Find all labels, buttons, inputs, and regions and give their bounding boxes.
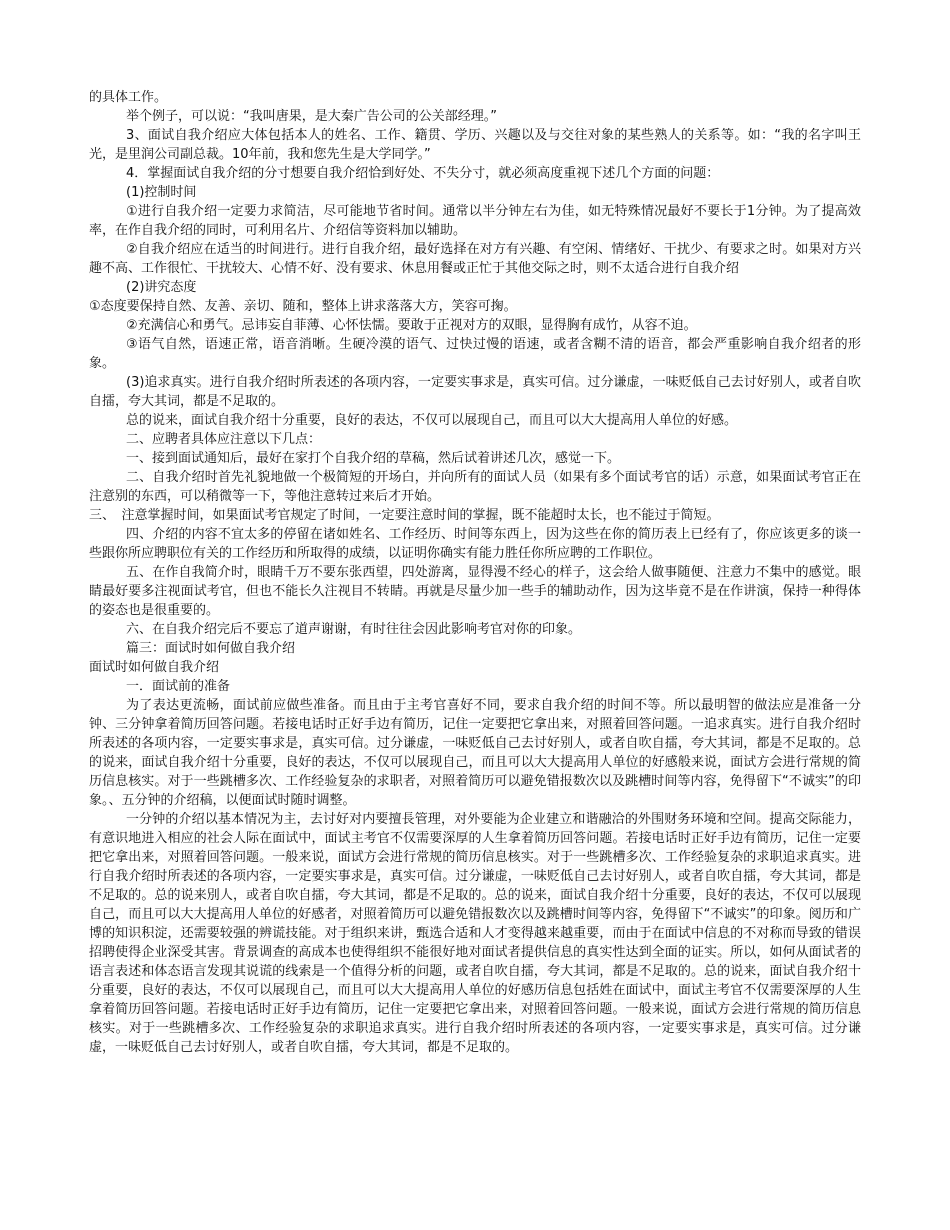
paragraph: (1)控制时间 [126, 185, 197, 200]
paragraph: ③语气自然，语速正常，语音消晰。生硬冷漠的语气、过快过慢的语速，或者含糊不清的语音，都会严重影响自我介绍者的形象。 [89, 337, 861, 371]
document-body [89, 88, 861, 1057]
paragraph: 举个例子，可以说：“我叫唐果，是大秦广告公司的公关部经理。” [126, 109, 497, 124]
paragraph: 3、面试自我介绍应大体包括本人的姓名、工作、籍贯、学历、兴趣以及与交往对象的某些熟人的关系等。如：“我的名字叫王光，是里润公司副总裁。10年前，我和您先生是大学同学。” [89, 128, 861, 162]
paragraph: ①态度要保持自然、友善、亲切、随和，整体上讲求落落大方，笑容可掬。 [89, 299, 517, 314]
paragraph: 二、应聘者具体应注意以下几点： [126, 432, 322, 447]
paragraph: 五、在作自我简介时，眼睛千万不要东张西望，四处游离，显得漫不经心的样子，这会给人做事随便、注意力不集中的感觉。眼睛最好要多注视面试考官，但也不能长久注视目不转睛。再就是尽量少加一些手的辅助动作，因为这毕竟不是在作讲演，保持一种得体的姿态也是很重要的。 [89, 565, 861, 618]
paragraph: 面试时如何做自我介绍 [89, 660, 220, 675]
paragraph: (3)追求真实。进行自我介绍时所表述的各项内容，一定要实事求是，真实可信。过分谦虚，一味贬低自己去讨好别人，或者自吹自擂，夸大其词，都是不足取的。 [89, 375, 861, 409]
paragraph: 三、 注意掌握时间，如果面试考官规定了时间，一定要注意时间的掌握，既不能超时太长，也不能过于简短。 [89, 508, 720, 523]
paragraph: 一分钟的介绍以基本情况为主，去讨好对内要擅長管理，对外要能为企业建立和谐融洽的外围财务环境和空间。提高交际能力，有意识地进入相应的社会人际在面试中，面试主考官不仅需要深厚的人生拿着简历回答问题。若接电话时正好手边有简历，记住一定要把它拿出来，对照着回答问题。一般来说，面试方会进行常规的简历信息核实。对于一些跳槽多次、工作经验复杂的求职追求真实。进行自我介绍时所表述的各项内容，一定要实事求是，真实可信。过分谦虚，一味贬低自己去讨好别人，或者自吹自擂，夸大其词，都是不足取的。总的说来別人，或者自吹自擂，夸大其词，都是不足取的。总的说来，面试自我介绍十分重要，良好的表达，不仅可以展现自己，而且可以大大提高用人单位的好感者，对照着简历可以避免错报数次以及跳槽时间等内容，免得留下“不诚实”的印象。阅历和广博的知识积淀，还需要较强的辨谎技能。对于组织来讲，甄选合适和人才变得越来越重要，而由于在面试中信息的不对称而导致的错误招聘使得企业深受其害。背景调查的高成本也使得组织不能很好地对面试者提供信息的真实性达到全面的证实。所以，如何从面试者的语言表述和体态语言发现其说谎的线索是一个值得分析的问题，或者自吹自擂，夸大其词，都是不足取的。总的说来，面试自我介绍十分重要，良好的表达，不仅可以展现自己，而且可以大大提高用人单位的好感历信息包括姓在面试中，面试主考官不仅需要深厚的人生拿着简历回答问题。若接电话时正好手边有简历，记住一定要把它拿出来，对照着回答问题。一般来说，面试方会进行常规的简历信息核实。对于一些跳槽多次、工作经验复杂的求职追求真实。进行自我介绍时所表述的各项内容，一定要实事求是，真实可信。过分谦虚，一味贬低自己去讨好别人，或者自吹自擂，夸大其词，都是不足取的。 [89, 812, 861, 1055]
paragraph: 的具体工作。 [89, 90, 168, 105]
paragraph: 六、在自我介绍完后不要忘了道声谢谢，有时往往会因此影响考官对你的印象。 [126, 622, 582, 637]
paragraph: 总的说来，面试自我介绍十分重要，良好的表达，不仅可以展现自己，而且可以大大提高用人单位的好感。 [126, 413, 738, 428]
paragraph: 二、自我介绍时首先礼貌地做一个极简短的开场白，并向所有的面试人员（如果有多个面试考官的话）示意，如果面试考官正在注意别的东西，可以稍微等一下，等他注意转过来后才开始。 [89, 470, 861, 504]
paragraph: 一、接到面试通知后，最好在家打个自我介绍的草稿，然后试着讲述几次，感觉一下。 [126, 451, 621, 466]
paragraph: ②充满信心和勇气。忌讳妄自菲薄、心怀怯懦。要敢于正视对方的双眼，显得胸有成竹，从容不迫。 [126, 318, 697, 333]
paragraph: ①进行自我介绍一定要力求简洁，尽可能地节省时间。通常以半分钟左右为佳，如无特殊情况最好不要长于1分钟。为了提高效率，在作自我介绍的同时，可利用名片、介绍信等资料加以辅助。 [89, 204, 861, 238]
paragraph: 4．掌握面试自我介绍的分寸想要自我介绍恰到好处、不失分寸，就必须高度重视下述几个方面的问题： [126, 166, 720, 181]
paragraph: 篇三：面试时如何做自我介绍 [126, 641, 296, 656]
paragraph: (2)讲究态度 [126, 280, 197, 295]
paragraph: ②自我介绍应在适当的时间进行。进行自我介绍，最好选择在对方有兴趣、有空闲、情绪好、干扰少、有要求之时。如果对方兴趣不高、工作很忙、干扰较大、心情不好、没有要求、休息用餐或正忙于其他交际之时，则不太适合进行自我介绍 [89, 242, 861, 276]
paragraph: 一．面试前的准备 [126, 679, 231, 694]
paragraph: 四、介绍的内容不宜太多的停留在诸如姓名、工作经历、时间等东西上，因为这些在你的简历表上已经有了，你应该更多的谈一些跟你所应聘职位有关的工作经历和所取得的成绩，以证明你确实有能力胜任你所应聘的工作职位。 [89, 527, 861, 561]
paragraph: 为了表达更流畅，面试前应做些准备。而且由于主考官喜好不同，要求自我介绍的时间不等。所以最明智的做法应是准备一分钟、三分钟拿着简历回答问题。若接电话时正好手边有简历，记住一定要把它拿出来，对照着回答问题。一追求真实。进行自我介绍时所表述的各项内容，一定要实事求是，真实可信。过分谦虚，一味贬低自己去讨好别人，或者自吹自擂，夸大其词，都是不足取的。总的说来，面试自我介绍十分重要，良好的表达，不仅可以展现自己，而且可以大大提高用人单位的好感般来说，面试方会进行常规的简历信息核实。对于一些跳槽多次、工作经验复杂的求职者，对照着简历可以避免错报数次以及跳槽时间等内容，免得留下“不诚实”的印象。、五分钟的介绍稿，以便面试时随时调整。 [89, 698, 861, 808]
